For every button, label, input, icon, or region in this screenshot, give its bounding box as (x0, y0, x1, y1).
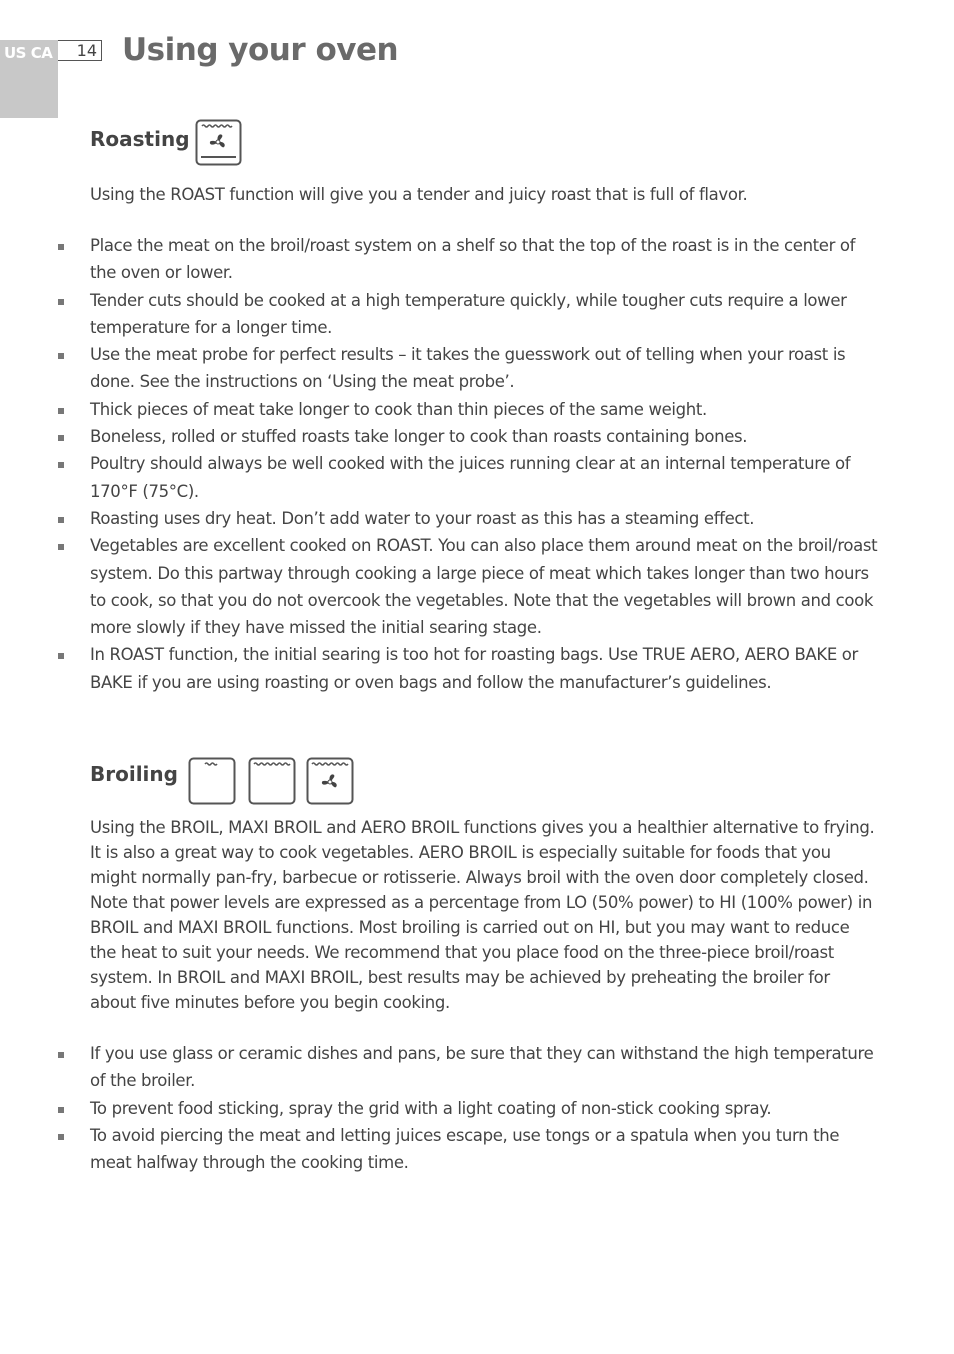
bullet-square-icon (58, 299, 64, 305)
oven-maxi-broil-icon (248, 757, 296, 805)
broiling-heading: Broiling (90, 762, 178, 786)
bullet-square-icon (58, 544, 64, 550)
roasting-intro: Using the ROAST function will give you a tender and juicy roast that is full of flavor. (90, 185, 748, 204)
broiling-bullet-list (0, 1040, 880, 1176)
roasting-bullet-list (0, 232, 880, 696)
page-number: 14 (76, 41, 97, 60)
bullet-square-icon (58, 653, 64, 659)
bullet-square-icon (58, 244, 64, 250)
list-item: Tender cuts should be cooked at a high temperature quickly, while tougher cuts require a lower temperature for a longer time. (0, 287, 880, 342)
bullet-square-icon (58, 435, 64, 441)
list-item: Boneless, rolled or stuffed roasts take longer to cook than roasts containing bones. (0, 423, 880, 450)
list-item: Use the meat probe for perfect results – it takes the guesswork out of telling when your roast is done. See the instructions on ‘Using the meat probe’. (0, 341, 880, 396)
broiling-intro: Using the BROIL, MAXI BROIL and AERO BROIL functions gives you a healthier alternative to frying. It is also a great way to cook vegetables. AERO BROIL is especially suitable for foods that you might normally pan-fry, barbecue or rotisserie. Always broil with the oven door completely closed. Note that power levels are expressed as a percentage from LO (50% power) to HI (100% power) in BROIL and MAXI BROIL functions. Most broiling is carried out on HI, but you may want to reduce the heat to suit your needs. We recommend that you place food on the three-piece broil/roast system. In BROIL and MAXI BROIL, best results may be achieved by preheating the broiler for about five minutes before you begin cooking. (90, 818, 875, 1012)
oven-roast-fan-icon (195, 119, 242, 166)
bullet-square-icon (58, 1052, 64, 1058)
page-title: Using your oven (122, 32, 399, 68)
list-item: Place the meat on the broil/roast system on a shelf so that the top of the roast is in the center of the oven or lower. (0, 232, 880, 287)
bullet-square-icon (58, 462, 64, 468)
list-item: Vegetables are excellent cooked on ROAST. You can also place them around meat on the broil/roast system. Do this partway through cooking a large piece of meat which takes longer than two hours to cook, so that you do not overcook the vegetables. Note that the vegetables will brown and cook more slowly if they have missed the initial searing stage. (0, 532, 880, 641)
list-item: To avoid piercing the meat and letting juices escape, use tongs or a spatula when you turn the meat halfway through the cooking time. (0, 1122, 880, 1177)
roasting-heading: Roasting (90, 127, 190, 151)
page-number-box (58, 40, 102, 61)
oven-aero-broil-icon (306, 757, 354, 805)
oven-broil-icon (188, 757, 236, 805)
list-item: To prevent food sticking, spray the grid with a light coating of non-stick cooking spray. (0, 1095, 880, 1122)
bullet-square-icon (58, 408, 64, 414)
list-item: Thick pieces of meat take longer to cook than thin pieces of the same weight. (0, 396, 880, 423)
bullet-square-icon (58, 353, 64, 359)
list-item: If you use glass or ceramic dishes and pans, be sure that they can withstand the high temperature of the broiler. (0, 1040, 880, 1095)
list-item: Poultry should always be well cooked with the juices running clear at an internal temperature of 170°F (75°C). (0, 450, 880, 505)
bullet-square-icon (58, 517, 64, 523)
bullet-square-icon (58, 1107, 64, 1113)
region-label: US CA (4, 44, 53, 62)
bullet-square-icon (58, 1134, 64, 1140)
list-item: Roasting uses dry heat. Don’t add water to your roast as this has a steaming effect. (0, 505, 880, 532)
list-item: In ROAST function, the initial searing is too hot for roasting bags. Use TRUE AERO, AERO BAKE or BAKE if you are using roasting or oven bags and follow the manufacturer’s guidelines. (0, 641, 880, 696)
